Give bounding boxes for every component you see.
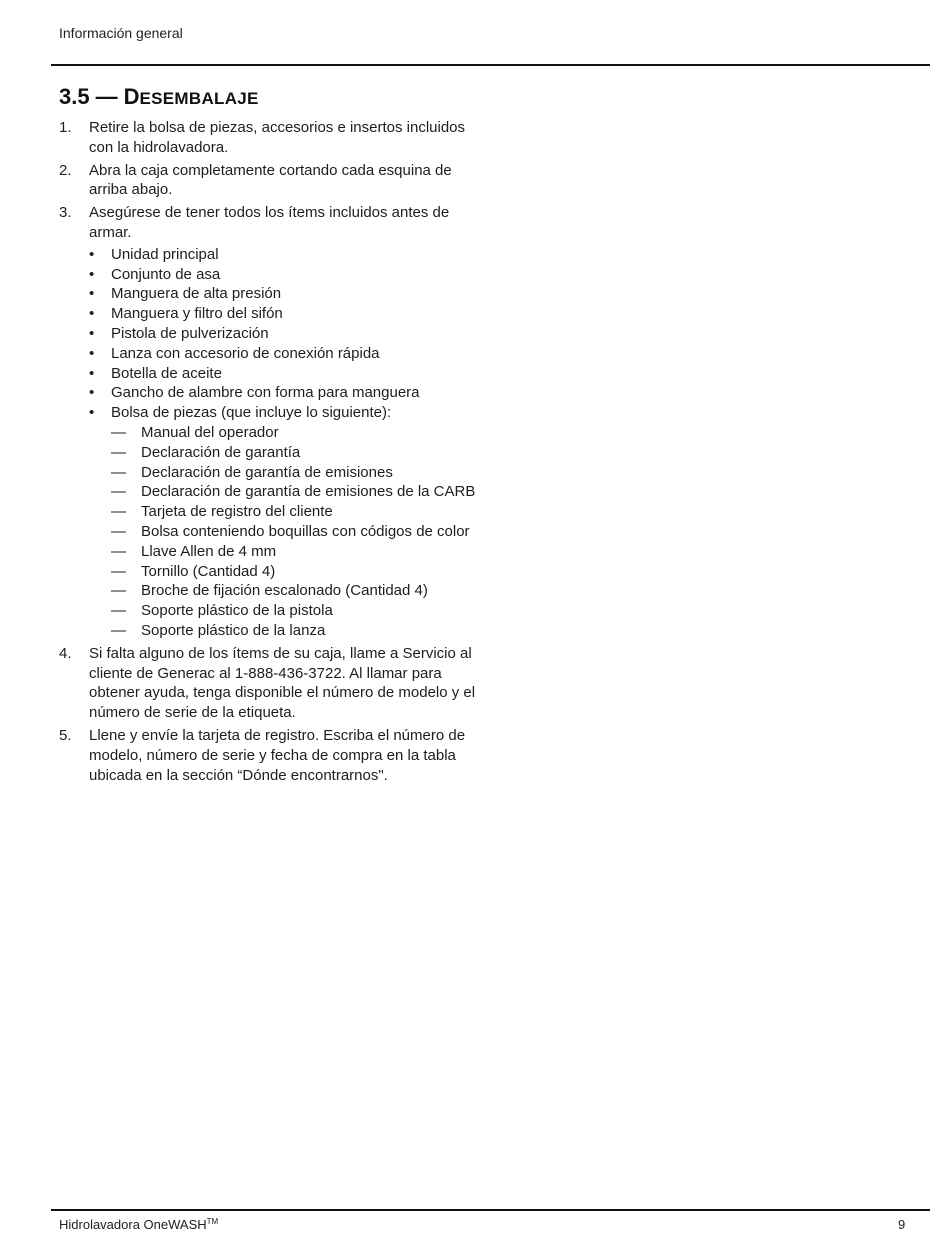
step-text: Abra la caja completamente cortando cada esquina de arriba abajo. — [89, 161, 452, 199]
sub-list-item — [111, 482, 479, 502]
dash-icon: — — [111, 463, 126, 481]
section-number: 3.5 — [59, 84, 90, 109]
sub-list-item-text: Bolsa conteniendo boquillas con códigos de color — [141, 522, 470, 540]
trademark-symbol: TM — [206, 1217, 219, 1226]
section-title — [59, 84, 259, 110]
sub-list-item — [111, 621, 479, 641]
list-item-text: Manguera y filtro del sifón — [111, 305, 283, 323]
dash-icon: — — [111, 562, 126, 580]
page-number: 9 — [898, 1217, 906, 1232]
list-item-text: Botella de aceite — [111, 364, 222, 382]
sub-list-item-text: Declaración de garantía de emisiones de la CARB — [141, 483, 476, 501]
header-rule — [51, 64, 930, 66]
step-number: 1. — [59, 119, 72, 136]
sub-list-item — [111, 542, 479, 562]
sub-list-item — [111, 443, 479, 463]
step-number: 3. — [59, 204, 72, 222]
dash-icon: — — [111, 503, 126, 521]
list-item-text: Manguera de alta presión — [111, 285, 282, 303]
list-item-text: Bolsa de piezas (que incluye lo siguiente): — [111, 404, 392, 422]
step-number: 2. — [59, 161, 72, 179]
list-item-text: Lanza con accesorio de conexión rápida — [111, 344, 380, 362]
bullet-icon: • — [89, 245, 95, 263]
list-item-text: Conjunto de asa — [111, 265, 221, 283]
sub-list-item-text: Soporte plástico de la lanza — [141, 621, 326, 639]
step-text: Si falta alguno de los ítems de su caja, llame a Servicio al cliente de Generac al 1-888-436-3722. Al llamar para obtener ayuda, tenga disponible el número de modelo y el número de serie de la etiqueta. — [89, 644, 476, 722]
step-number: 5. — [59, 726, 72, 744]
dash-icon: — — [111, 602, 126, 620]
sub-list-item-text: Soporte plástico de la pistola — [141, 602, 333, 620]
list-item — [89, 304, 479, 324]
list-item — [89, 383, 479, 403]
footer-rule — [51, 1209, 930, 1211]
section-content — [59, 118, 479, 788]
running-header: Información general — [59, 25, 183, 41]
dash-icon: — — [111, 621, 126, 639]
sub-list-item — [111, 601, 479, 621]
footer-product-name — [59, 1217, 218, 1232]
dash-icon: — — [111, 542, 126, 560]
section-title-rest: ESEMBALAJE — [139, 89, 259, 108]
section-title-dash: — — [95, 84, 118, 109]
sub-list-item-text: Broche de fijación escalonado (Cantidad 4) — [141, 582, 428, 600]
list-item-text: Gancho de alambre con forma para manguera — [111, 384, 420, 402]
footer-product-text: Hidrolavadora OneWASH — [59, 1217, 207, 1232]
steps-list — [59, 118, 479, 785]
sub-list-item — [111, 423, 479, 443]
sub-list-item-text: Llave Allen de 4 mm — [141, 542, 277, 560]
sub-list-item-text: Manual del operador — [141, 423, 279, 441]
bullet-icon: • — [89, 265, 95, 283]
list-item-text: Unidad principal — [111, 245, 219, 263]
dash-icon: — — [111, 522, 126, 540]
step-number: 4. — [59, 644, 72, 662]
dash-icon: — — [111, 423, 126, 441]
included-items-list — [89, 245, 479, 641]
bullet-icon: • — [89, 344, 95, 362]
dash-icon: — — [111, 443, 126, 461]
step-item — [59, 118, 479, 158]
bullet-icon: • — [89, 364, 95, 382]
list-item — [89, 284, 479, 304]
step-item — [59, 726, 479, 785]
sub-list-item — [111, 522, 479, 542]
step-item — [59, 644, 479, 723]
step-item — [59, 161, 479, 201]
step-text: Asegúrese de tener todos los ítems incluidos antes de armar. — [89, 204, 450, 241]
sub-list-item-text: Tornillo (Cantidad 4) — [141, 562, 276, 580]
sub-list-item-text: Declaración de garantía — [141, 443, 301, 461]
sub-list-item — [111, 502, 479, 522]
bullet-icon: • — [89, 384, 95, 402]
section-title-initial: D — [123, 84, 140, 109]
dash-icon: — — [111, 582, 126, 600]
list-item — [89, 265, 479, 285]
sub-list-item-text: Tarjeta de registro del cliente — [141, 503, 333, 521]
parts-bag-list — [111, 423, 479, 641]
bullet-icon: • — [89, 324, 95, 342]
list-item — [89, 364, 479, 384]
list-item — [89, 324, 479, 344]
bullet-icon: • — [89, 404, 95, 422]
step-text: Retire la bolsa de piezas, accesorios e insertos incluidos con la hidrolavadora. — [89, 119, 466, 156]
list-item — [89, 245, 479, 265]
sub-list-item-text: Declaración de garantía de emisiones — [141, 463, 393, 481]
sub-list-item — [111, 562, 479, 582]
step-text: Llene y envíe la tarjeta de registro. Escriba el número de modelo, número de serie y fecha de compra en la tabla ubicada en la sección “Dónde encontrarnos". — [89, 726, 466, 784]
sub-list-item — [111, 581, 479, 601]
bullet-icon: • — [89, 305, 95, 323]
step-item — [59, 203, 479, 641]
bullet-icon: • — [89, 285, 95, 303]
list-item-text: Pistola de pulverización — [111, 324, 269, 342]
sub-list-item — [111, 463, 479, 483]
list-item — [89, 344, 479, 364]
list-item — [89, 403, 479, 641]
dash-icon: — — [111, 483, 126, 501]
